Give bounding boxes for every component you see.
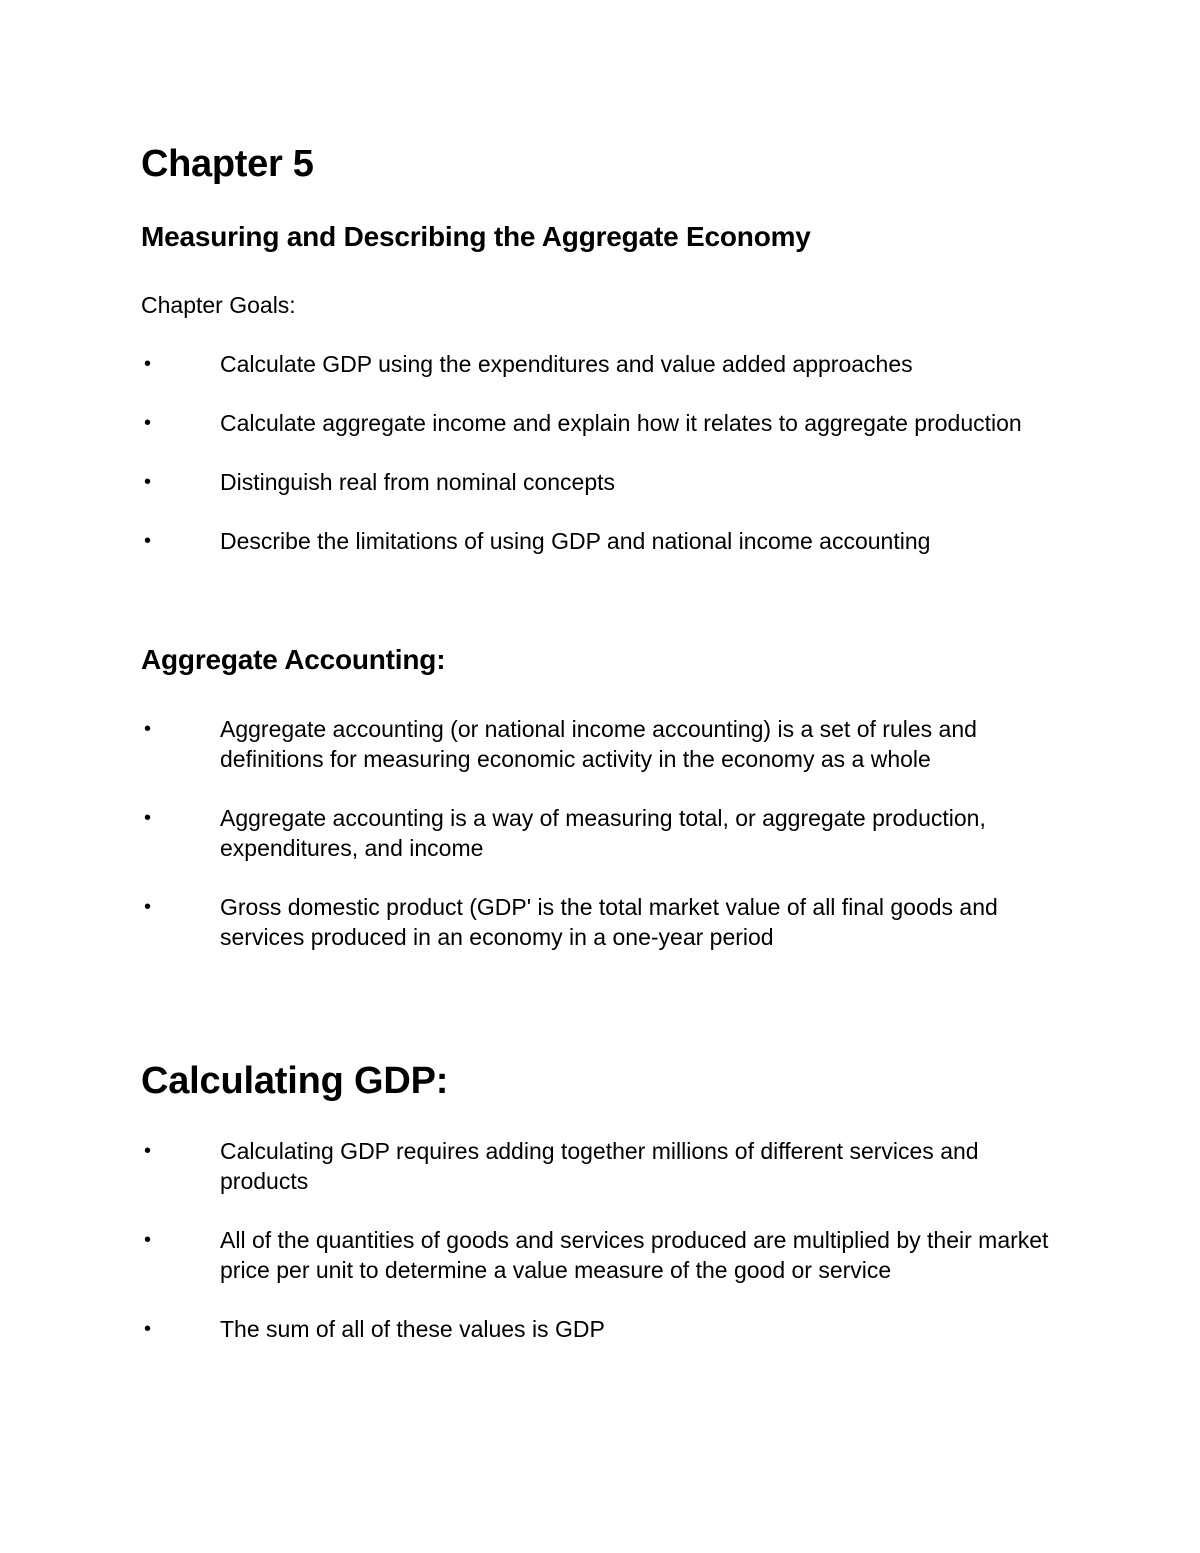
calculating-gdp-heading: Calculating GDP: [141, 1060, 449, 1102]
point-text: Calculating GDP requires adding together millions of different services and products [220, 1138, 979, 1194]
chapter-title: Chapter 5 [141, 143, 314, 185]
bullet-icon: • [144, 896, 152, 918]
bullet-icon: • [144, 353, 152, 375]
goal-text: Distinguish real from nominal concepts [220, 469, 616, 495]
point-text: Aggregate accounting is a way of measuring total, or aggregate production, expenditures, and income [220, 805, 986, 861]
bullet-icon: • [144, 1318, 152, 1340]
list-item [141, 1314, 1061, 1344]
bullet-icon: • [144, 412, 152, 434]
list-item [141, 526, 1061, 556]
list-item [141, 714, 1061, 774]
aggregate-accounting-heading: Aggregate Accounting: [141, 644, 446, 675]
list-item [141, 803, 1061, 863]
chapter-goals-label: Chapter Goals: [141, 292, 296, 318]
bullet-icon: • [144, 471, 152, 493]
bullet-icon: • [144, 1140, 152, 1162]
point-text: All of the quantities of goods and services produced are multiplied by their market price per unit to determine a value measure of the good or service [220, 1227, 1049, 1283]
bullet-icon: • [144, 807, 152, 829]
bullet-icon: • [144, 718, 152, 740]
chapter-subtitle: Measuring and Describing the Aggregate Economy [141, 221, 811, 252]
list-item [141, 1225, 1061, 1285]
point-text: The sum of all of these values is GDP [220, 1316, 605, 1342]
list-item [141, 892, 1061, 952]
list-item [141, 1136, 1061, 1196]
goal-text: Calculate aggregate income and explain how it relates to aggregate production [220, 410, 1022, 436]
goal-text: Calculate GDP using the expenditures and value added approaches [220, 351, 913, 377]
aggregate-accounting-list [141, 714, 1061, 952]
bullet-icon: • [144, 1229, 152, 1251]
list-item [141, 467, 1061, 497]
calculating-gdp-list [141, 1136, 1061, 1344]
list-item [141, 349, 1061, 379]
bullet-icon: • [144, 530, 152, 552]
point-text: Aggregate accounting (or national income accounting) is a set of rules and definitions for measuring economic activity in the economy as a whole [220, 716, 977, 772]
list-item [141, 408, 1061, 438]
goal-text: Describe the limitations of using GDP and national income accounting [220, 528, 931, 554]
chapter-goals-list [141, 349, 1061, 556]
point-text: Gross domestic product (GDP' is the total market value of all final goods and services produced in an economy in a one-year period [220, 894, 998, 950]
